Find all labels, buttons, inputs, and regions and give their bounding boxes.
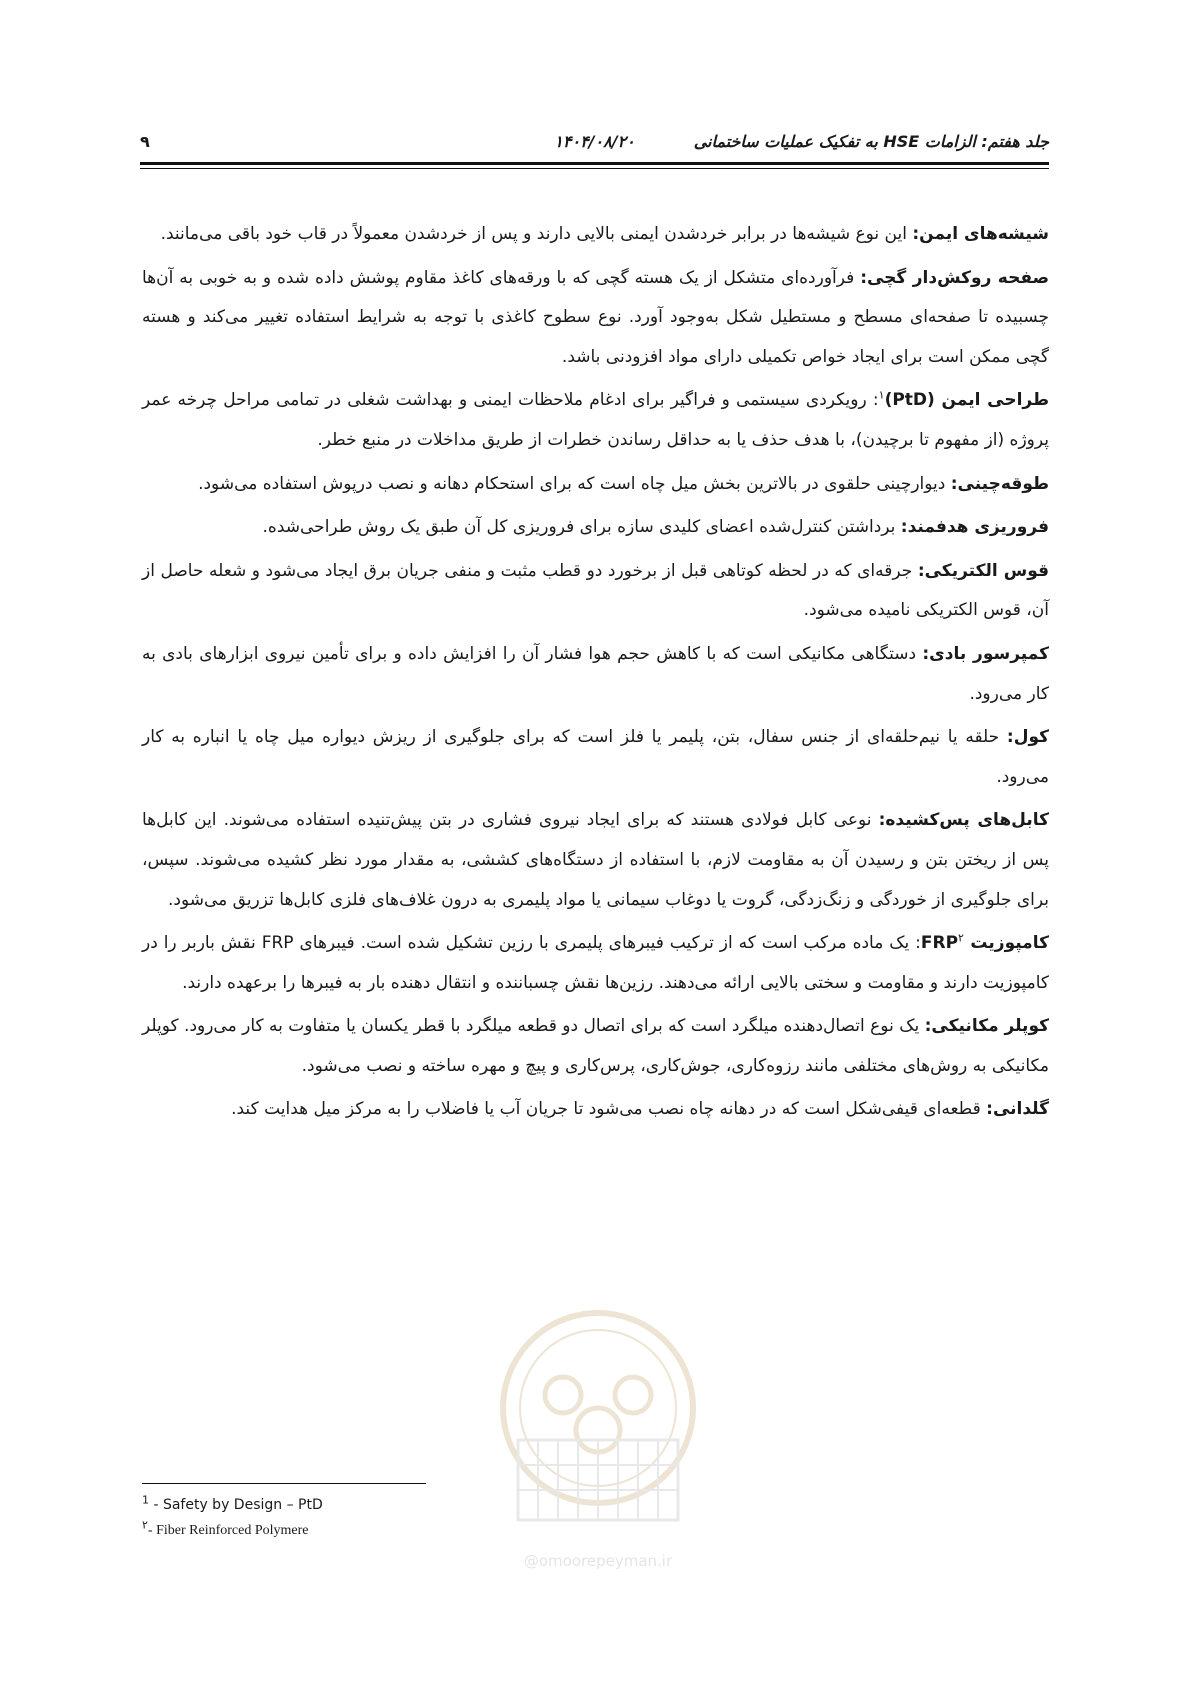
entry-definition: دیوارچینی حلقوی در بالاترین بخش میل چاه است که برای استحکام دهانه و نصب درپوش استفاده می‌شود. <box>198 473 951 494</box>
entry-definition: فرآورده‌ای متشکل از یک هسته گچی که با ورقه‌های کاغذ مقاوم پوشش داده شده و به خوبی به آن‌ها چسبیده تا صفحه‌ای مسطح و مستطیل شکل به‌وجود آورد. نوع سطوح کاغذی با توجه به شرایط استفاده تغییر می‌کند و هسته گچی ممکن است برای ایجاد خواص تکمیلی دارای مواد افزودنی باشد. <box>142 267 1049 367</box>
page-number: ۹ <box>140 132 150 151</box>
footnotes <box>142 1492 323 1544</box>
glossary-entry <box>142 552 1049 631</box>
page-header <box>140 132 1049 162</box>
entry-term: فروریزی هدفمند: <box>900 517 1049 538</box>
glossary-entry <box>142 259 1049 378</box>
watermark-logo <box>478 1290 718 1580</box>
header-rule-thick <box>140 162 1049 165</box>
footnote-1 <box>142 1492 323 1518</box>
footnote-text: - Safety by Design – PtD <box>149 1497 323 1513</box>
entry-term: شیشه‌های ایمن: <box>912 224 1049 244</box>
entry-term: صفحه روکش‌دار گچی: <box>860 267 1049 288</box>
glossary-entry <box>142 1090 1049 1130</box>
header-title: جلد هفتم: الزامات HSE به تفکیک عملیات ساختمانی <box>693 132 1049 151</box>
seal-icon <box>478 1290 718 1550</box>
entry-definition: این نوع شیشه‌ها در برابر خردشدن ایمنی بالایی دارند و پس از خردشدن معمولاً در قاب خود باقی می‌مانند. <box>160 224 913 244</box>
entry-definition: حلقه یا نیم‌حلقه‌ای از جنس سفال، بتن، پلیمر یا فلز است که برای جلوگیری از ریزش دیواره میل چاه یا انباره به کار می‌رود. <box>142 727 1049 787</box>
glossary-entry <box>142 718 1049 797</box>
glossary-body <box>142 215 1049 1134</box>
footnote-number: 1 <box>142 1493 149 1507</box>
entry-term: کابل‌های پس‌کشیده: <box>878 810 1049 831</box>
header-rule-thin <box>140 168 1049 169</box>
entry-definition: برداشتن کنترل‌شده اعضای کلیدی سازه برای فروریزی کل آن طبق یک روش طراحی‌شده. <box>262 517 901 538</box>
entry-term: کمپرسور بادی: <box>922 643 1049 664</box>
entry-definition: دستگاهی مکانیکی است که با کاهش حجم هوا فشار آن را افزایش داده و برای تأمین نیروی ابزارهای بادی به کار می‌رود. <box>142 643 1049 704</box>
entry-term: گلدانی: <box>986 1099 1049 1120</box>
footnote-text: - Fiber Reinforced Polymere <box>147 1523 309 1538</box>
glossary-entry <box>142 1007 1049 1086</box>
entry-term: کامپوزیت FRP <box>920 933 1049 954</box>
entry-definition: یک نوع اتصال‌دهنده میلگرد است که برای اتصال دو قطعه میلگرد با قطر یکسان یا متفاوت به کار می‌رود. کوپلر مکانیکی به روش‌های مختلفی مانند رزوه‌کاری، جوش‌کاری، پرس‌کاری و پیچ و مهره ساخته و نصب می‌شود. <box>142 1016 1049 1076</box>
glossary-entry <box>142 215 1049 255</box>
entry-definition: جرقه‌ای که در لحظه کوتاهی قبل از برخورد دو قطب مثبت و منفی جریان برق ایجاد می‌شود و شعله حاصل از آن، قوس الکتریکی نامیده می‌شود. <box>142 560 1049 621</box>
entry-term: قوس الکتریکی: <box>917 560 1050 581</box>
glossary-entry <box>142 465 1049 505</box>
glossary-entry <box>142 381 1049 460</box>
glossary-entry <box>142 801 1049 920</box>
entry-definition: نوعی کابل فولادی هستند که برای ایجاد نیروی فشاری در بتن پیش‌تنیده استفاده می‌شوند. این کابل‌ها پس از ریختن بتن و رسیدن آن به مقاومت لازم، با استفاده از دستگاه‌های کششی، به مقدار مورد نظر کشیده می‌شوند. سپس، برای جلوگیری از خوردگی و زنگ‌زدگی، گروت یا دوغاب سیمانی یا مواد پلیمری به درون غلاف‌های فلزی کابل‌ها تزریق می‌شود. <box>142 810 1049 910</box>
glossary-entry <box>142 924 1049 1003</box>
footnote-ref: ۱ <box>878 388 885 402</box>
watermark-url: @omoorepeyman.ir <box>523 1552 673 1570</box>
entry-term: کول: <box>1006 727 1049 748</box>
footnote-number: ۲ <box>142 1519 148 1532</box>
footnote-divider <box>142 1483 426 1484</box>
glossary-entry <box>142 635 1049 714</box>
entry-term: طوقه‌چینی: <box>950 473 1049 494</box>
entry-term: طراحی ایمن (PtD) <box>884 390 1049 411</box>
entry-definition: قطعه‌ای قیفی‌شکل است که در دهانه چاه نصب می‌شود تا جریان آب یا فاضلاب را به مرکز میل هدایت کند. <box>231 1099 987 1120</box>
footnote-2 <box>142 1518 323 1544</box>
footnote-ref: ۲ <box>958 931 964 945</box>
entry-term: کوپلر مکانیکی: <box>924 1016 1049 1037</box>
entry-definition: : رویکردی سیستمی و فراگیر برای ادغام ملاحظات ایمنی و بهداشت شغلی در تمامی مراحل چرخه عمر پروژه (از مفهوم تا برچیدن)، با هدف حذف یا به حداقل رساندن خطرات از طریق مداخلات در منبع خطر. <box>142 390 1049 450</box>
header-date: ۱۴۰۴/۰۸/۲۰ <box>554 132 635 151</box>
entry-definition: : یک ماده مرکب است که از ترکیب فیبرهای پلیمری با رزین تشکیل شده است. فیبرهای FRP نقش باربر را در کامپوزیت دارند و مقاومت و سختی بالایی ارائه می‌دهند. رزین‌ها نقش چسباننده و انتقال دهنده بار به فیبرها را برعهده دارند. <box>142 933 1049 993</box>
glossary-entry <box>142 508 1049 548</box>
